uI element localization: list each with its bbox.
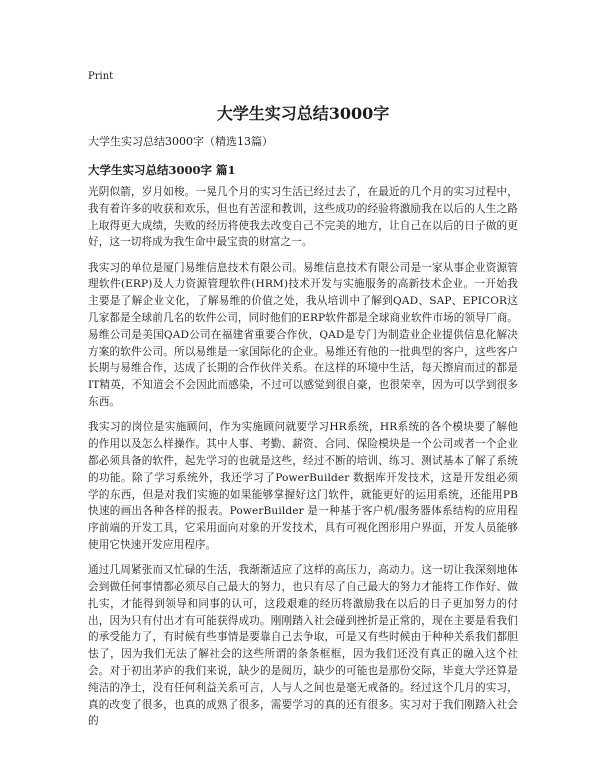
document-title: 大学生实习总结3000字 <box>216 104 390 123</box>
paragraph: 通过几周紧张而又忙碌的生活，我渐渐适应了这样的高压力，高动力。这一切让我深刻地体会到做任何事情都必须尽自己最大的努力，也只有尽了自己最大的努力才能将工作作好、做扎实，才能得到领导和同事的认可，这段艰难的经历将激励我在以后的日子更加努力的付出，因为只有付出才有可能获得成功。刚刚踏入社会碰到挫折是正常的，现在主要是看我们的承受能力了，有时候有些事情是要靠自己去争取，可是又有些时候由于种种关系我们都胆怯了，因为我们无法了解社会的这些所谓的条条框框，因为我们还没有真正的融入这个社会。对于初出茅庐的我们来说，缺少的是阅历，缺少的可能也是那份交际，毕竟大学还算是纯洁的净土，没有任何利益关系可言，人与人之间也是毫无戒备的。经过这个几月的实习，真的改变了很多，也真的成熟了很多，需要学习的真的还有很多。实习对于我们刚踏入社会的 <box>88 564 518 728</box>
print-link[interactable]: Print <box>88 71 114 82</box>
paragraph: 我实习的单位是厦门易维信息技术有限公司。易维信息技术有限公司是一家从事企业资源管理软件(ERP)及人力资源管理软件(HRM)技术开发与实施服务的高新技术企业。一开始我主要是了解企业文化，了解易维的价值之处，我从培训中了解到QAD、SAP、EPICOR这几家都是全球前几名的软件公司，同时他们的ERP软件都是全球商业软件市场的领导厂商。易维公司是美国QAD公司在福建省重要合作伙，QAD是专门为制造业企业提供信息化解决方案的软件公司。所以易维是一家国际化的企业。易维还有他的一批典型的客户，这些客户长期与易维合作，达成了长期的合作伙伴关系。在这样的环境中生活，每天擦肩而过的都是IT精英，不知道会不会因此而感染，不过可以感觉到很自豪，也很荣幸，因为可以学到很多东西。 <box>88 261 518 409</box>
section-heading: 大学生实习总结3000字 篇1 <box>88 163 236 177</box>
paragraph: 光阴似箭，岁月如梭。一晃几个月的实习生活已经过去了，在最近的几个月的实习过程中，我有着许多的收获和欢乐，但也有苦涩和教训，这些成功的经验将激励我在以后的人生之路上取得更大成绩，失败的经历将使我去改变自己不完美的地方，让自己在以后的日子做的更好，这一切将成为我生命中最宝贵的财富之一。 <box>88 186 518 249</box>
paragraph: 我实习的岗位是实施顾问，作为实施顾问就要学习HR系统，HR系统的各个模块要了解他的作用以及怎么样操作。其中人事、考勤、薪资、合同、保险模块是一个公司或者一个企业都必须具备的软件，起先学习的也就是这些，经过不断的培训、练习、测试基本了解了系统的功能。除了学习系统外，我还学习了PowerBuilder 数据库开发技术，这是开发组必须学的东西，但是对我们实施的如果能够掌握好这门软件，就能更好的运用系统，还能用PB快速的画出各种各样的报表。PowerBuilder 是一种基于客户机/服务器体系结构的应用程序前端的开发工具，它采用面向对象的开发技术，具有可视化图形用户界面，开发人员能够使用它快速开发应用程序。 <box>88 421 518 551</box>
document-subtitle: 大学生实习总结3000字（精选13篇） <box>88 135 273 148</box>
article-body <box>88 184 518 739</box>
